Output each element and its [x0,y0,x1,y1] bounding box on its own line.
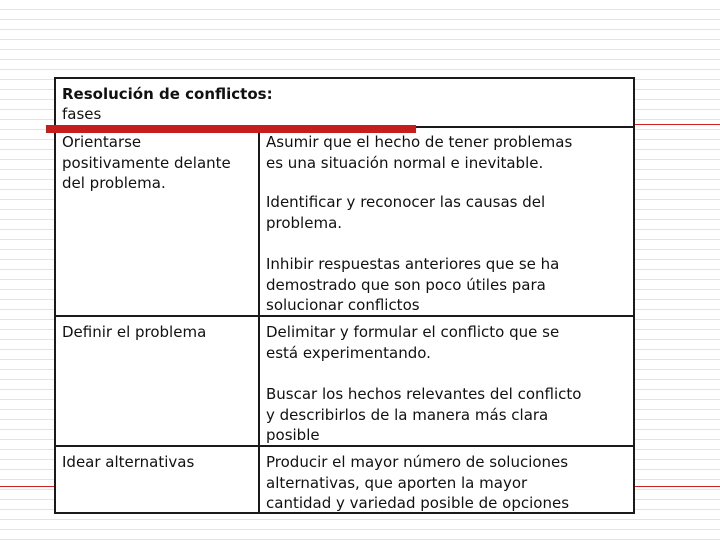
step-line: posible [266,426,320,444]
step-line: y describirlos de la manera más clara [266,405,549,424]
phase-label-definir [62,322,206,343]
phase-label-idear [62,452,194,473]
step-inhibir [266,254,559,316]
step-line: alternativas, que aporten la mayor [266,473,528,492]
step-line: demostrado que son poco útiles para [266,275,546,294]
step-line: es una situación normal e inevitable. [266,153,544,172]
step-line: Asumir que el hecho de tener problemas [266,133,573,151]
step-line: está experimentando. [266,343,431,362]
phase-line: Definir el problema [62,323,207,341]
step-line: Inhibir respuestas anteriores que se ha [266,255,560,273]
step-line: Producir el mayor número de soluciones [266,453,569,471]
step-line: Buscar los hechos relevantes del conflicto [266,385,582,403]
phase-label-orientarse [62,132,231,194]
step-identificar [266,192,545,233]
step-buscar [266,384,581,446]
step-line: Delimitar y formular el conflicto que se [266,323,560,341]
step-asumir [266,132,572,173]
phase-line: positivamente delante [62,153,231,172]
title-bold: Resolución de conflictos: [62,85,273,103]
table-title [62,84,273,124]
step-line: solucionar conflictos [266,296,420,314]
phase-line: Orientarse [62,133,142,151]
step-line: cantidad y variedad posible de opciones [266,494,570,512]
decorative-rule-top [633,124,720,125]
table-title-row [56,79,633,128]
phase-line: Idear alternativas [62,453,195,471]
phase-line: del problema. [62,174,166,192]
step-line: problema. [266,213,343,232]
title-rest: fases [62,105,102,123]
step-producir [266,452,569,514]
step-line: Identificar y reconocer las causas del [266,193,546,211]
red-accent-bar [46,125,416,133]
column-divider [258,126,260,514]
step-delimitar [266,322,559,363]
phases-table [54,77,635,514]
